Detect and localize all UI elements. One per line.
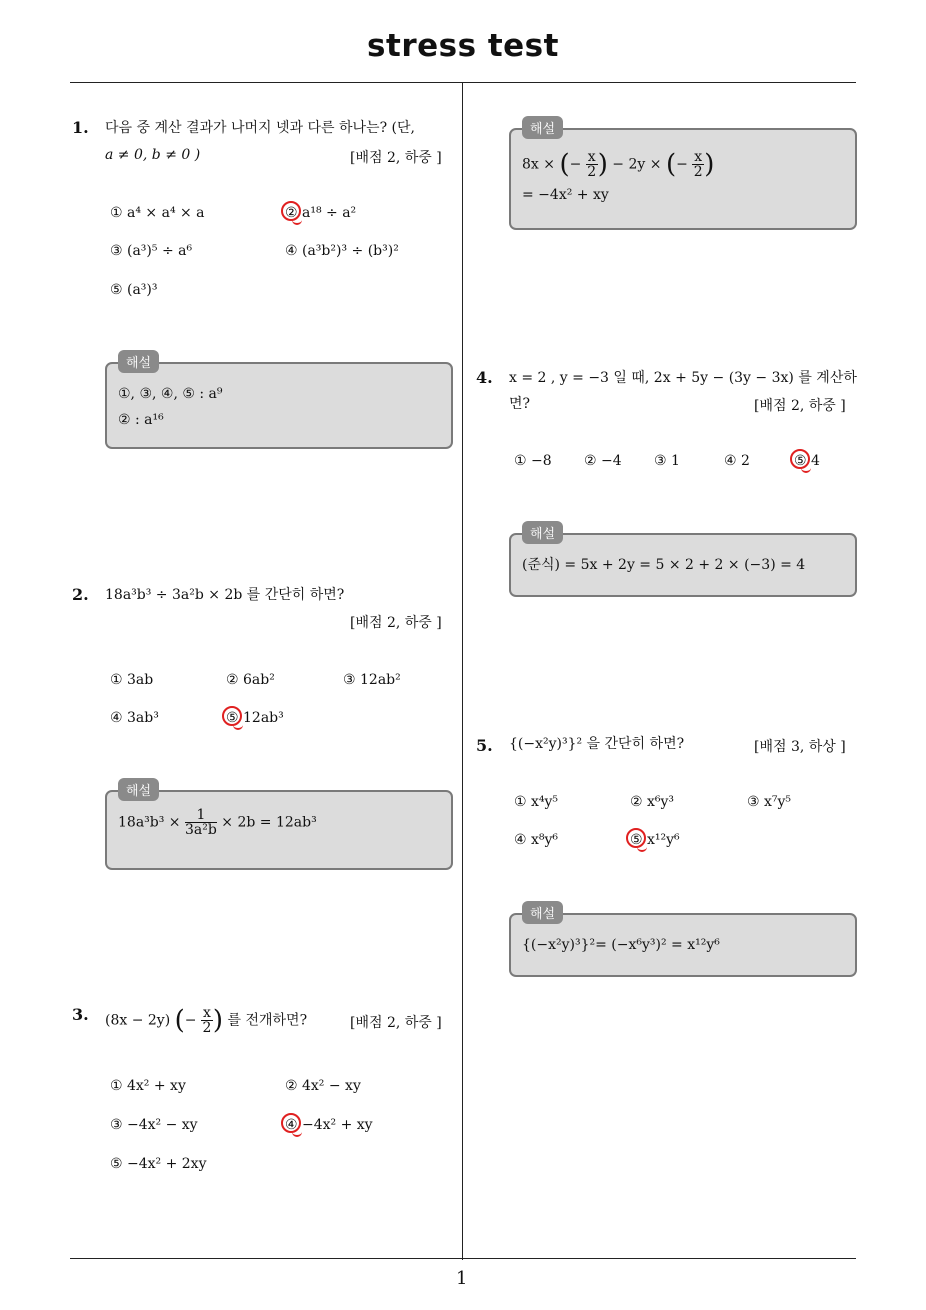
fraction-numerator: x [587,149,596,165]
choice-1[interactable]: ① x⁴y⁵ [514,794,559,810]
choice-5[interactable]: ⑤ x¹²y⁶ [630,832,680,848]
question-text [105,1006,307,1035]
solution-fraction [692,150,704,179]
choice-1[interactable]: ① 3ab [110,672,154,688]
choice-5[interactable]: ⑤ −4x² + 2xy [110,1156,207,1172]
choice-3[interactable]: ③ 12ab² [343,672,401,688]
question-text: 18a³b³ ÷ 3a²b × 2b 를 간단히 하면? [105,587,345,603]
minus-sign: − [569,156,582,173]
solution-part: − 2y × [612,156,662,173]
fraction-numerator: x [202,1005,211,1021]
choice-1[interactable]: ① a⁴ × a⁴ × a [110,205,205,221]
solution-tag: 해설 [522,901,563,924]
choice-5[interactable]: ⑤ 12ab³ [226,710,284,726]
question-meta: [배점 3, 하상 ] [754,739,846,755]
question-number: 4. [476,368,493,387]
paren-right: ) [704,149,715,180]
answer-circle-mark [626,828,646,848]
paren-left: ( [174,1005,185,1036]
question-meta: [배점 2, 하중 ] [754,398,846,414]
choice-2[interactable]: ② a¹⁸ ÷ a² [285,205,357,221]
choice-4[interactable]: ④ −4x² + xy [285,1117,373,1133]
question-condition: a ≠ 0, b ≠ 0 ) [105,147,201,163]
solution-line: (준식) = 5x + 2y = 5 × 2 + 2 × (−3) = 4 [522,557,806,573]
fraction-denominator: 2 [693,164,703,180]
paren-left: ( [559,149,570,180]
question-part: (8x − 2y) [105,1012,171,1029]
answer-circle-mark [281,201,301,221]
solution-expression [522,150,714,179]
paren-left: ( [665,149,677,180]
question-number: 3. [72,1005,89,1024]
question-part: 를 전개하면? [227,1012,308,1029]
solution-expression [118,808,317,837]
solution-part: × 2b = 12ab³ [221,814,317,831]
page-title: stress test [367,28,559,64]
question-number: 1. [72,118,89,137]
minus-sign: − [676,156,688,173]
choice-2[interactable]: ② 4x² − xy [285,1078,361,1094]
solution-tag: 해설 [118,778,159,801]
question-text-line: 다음 중 계산 결과가 나머지 넷과 다른 하나는? (단, [105,120,415,136]
solution-line: ② : a¹⁶ [118,412,164,428]
solution-tag: 해설 [522,521,563,544]
question-text: {(−x²y)³}² 을 간단히 하면? [509,736,685,752]
choice-2[interactable]: ② −4 [584,453,622,469]
question-meta: [배점 2, 하중 ] [350,1015,442,1031]
choice-3[interactable]: ③ (a³)⁵ ÷ a⁶ [110,243,193,259]
top-rule [70,82,856,83]
solution-fraction [185,808,217,837]
choice-4[interactable]: ④ x⁸y⁶ [514,832,559,848]
choice-2[interactable]: ② x⁶y³ [630,794,675,810]
solution-line: ①, ③, ④, ⑤ : a⁹ [118,386,223,402]
answer-circle-mark [281,1113,301,1133]
choice-1[interactable]: ① 4x² + xy [110,1078,186,1094]
question-meta: [배점 2, 하중 ] [350,615,442,631]
solution-tag: 해설 [522,116,563,139]
choice-5[interactable]: ⑤ (a³)³ [110,282,158,298]
fraction-denominator: 2 [587,164,597,180]
question-number: 5. [476,736,493,755]
answer-circle-mark [222,706,242,726]
choice-3[interactable]: ③ x⁷y⁵ [747,794,792,810]
answer-circle-mark [790,449,810,469]
question-text: x = 2 , y = −3 일 때, 2x + 5y − (3y − 3x) 를 계산하 [509,370,857,386]
choice-4[interactable]: ④ 3ab³ [110,710,159,726]
solution-part: 18a³b³ × [118,814,181,831]
column-divider [462,82,463,1260]
fraction-denominator: 2 [202,1020,212,1036]
fraction-denominator: 3a²b [184,822,217,838]
fraction-numerator: 1 [185,808,217,823]
question-fraction [201,1006,213,1035]
choice-4[interactable]: ④ 2 [724,453,750,469]
fraction-numerator: x [694,149,703,165]
choice-5[interactable]: ⑤ 4 [794,453,820,469]
solution-fraction [586,150,598,179]
choice-3[interactable]: ③ 1 [654,453,680,469]
question-text: 면? [509,396,531,412]
question-meta: [배점 2, 하중 ] [350,150,442,166]
choice-1[interactable]: ① −8 [514,453,552,469]
question-part: − [184,1012,197,1029]
solution-line: = −4x² + xy [522,187,609,203]
page-number: 1 [456,1268,468,1289]
solution-part: 8x × [522,156,555,173]
paren-right: ) [212,1005,224,1036]
question-number: 2. [72,585,89,604]
choice-4[interactable]: ④ (a³b²)³ ÷ (b³)² [285,243,399,259]
solution-line: {(−x²y)³}²= (−x⁶y³)² = x¹²y⁶ [522,937,720,953]
choice-3[interactable]: ③ −4x² − xy [110,1117,198,1133]
bottom-rule [70,1258,856,1259]
solution-tag: 해설 [118,350,159,373]
paren-right: ) [597,149,608,180]
choice-2[interactable]: ② 6ab² [226,672,275,688]
question-text [105,113,455,143]
